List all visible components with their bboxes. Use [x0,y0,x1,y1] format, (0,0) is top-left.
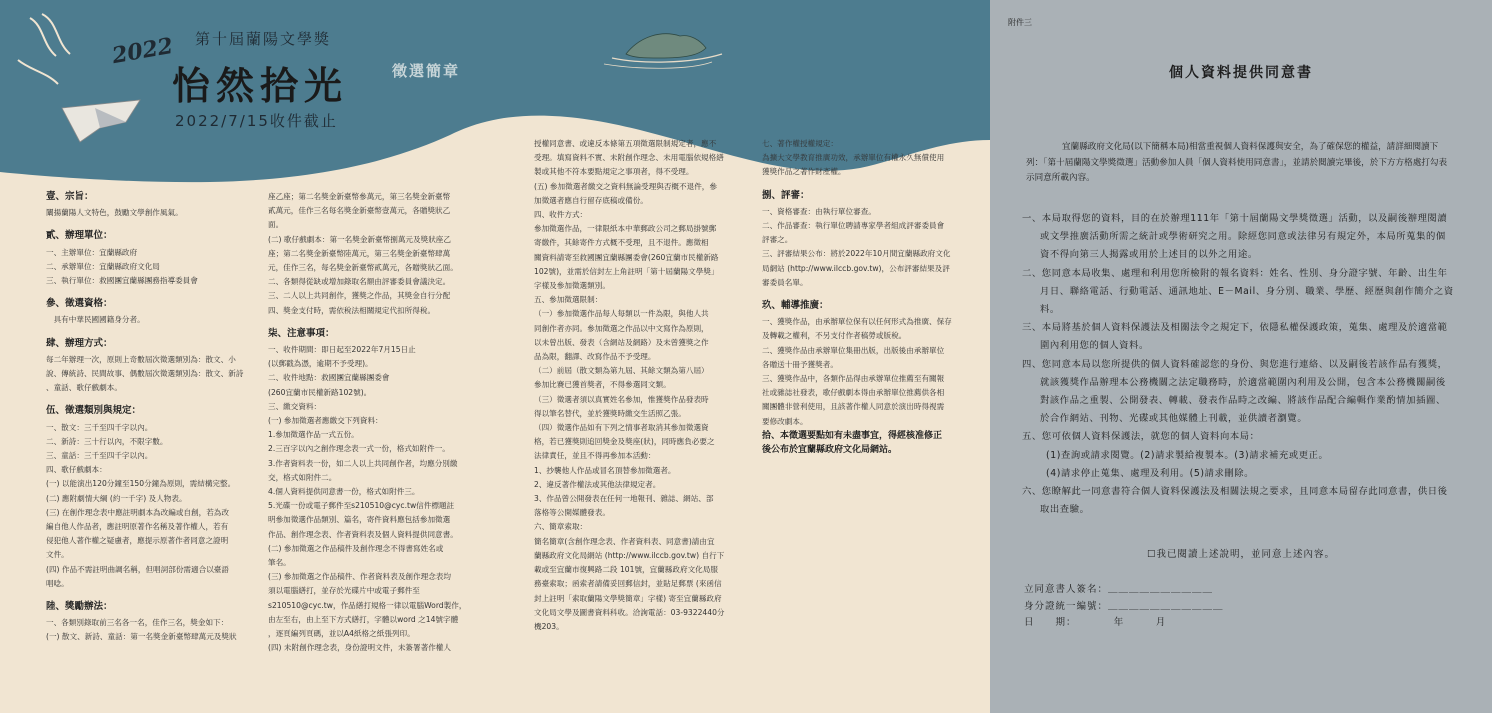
rule-line: 格，若已獲獎則追回獎金及獎座(狀)，同時應負必要之 [534,437,715,447]
rule-line: 1.參加徵選作品一式五份。 [268,430,359,440]
date-field[interactable]: 日 期： 年 月 [1024,617,1167,628]
rule-line: 4.個人資料提供同意書一份，格式如附件三。 [268,487,420,497]
rule-line: 由左至右，由上至下方式繕打，字體以word 之14號字體 [268,614,459,624]
rule-line: 二、承辦單位：宜蘭縣政府文化局 [46,261,160,271]
id-number-field[interactable]: 身分證統一編號：＿＿＿＿＿＿＿＿＿＿＿ [1024,600,1224,612]
rule-line: 元，佳作三名，每名獎金新臺幣貳萬元，各贈獎狀乙面。 [268,263,458,273]
rule-line: 須以電腦繕打，並存於光碟片中或電子郵件至 [268,586,420,596]
rule-line: 作品、創作理念表、作者資料表及個人資料提供同意書。 [268,529,458,539]
rule-line: (四) 作品不需註明曲調名稱，但唱詞部份需適合以臺語 [46,564,229,574]
rules-column-4 [762,137,974,457]
rule-line: 交，格式如附件二。 [268,472,337,482]
rules-column-2 [268,190,474,656]
rule-line: 關資料請寄至救國團宜蘭縣團委會(260宜蘭市民權新路 [534,252,719,262]
section-heading: 壹、宗旨： [46,191,94,202]
section-heading: 貳、辦理單位： [46,230,113,242]
rule-line: 載或至宜蘭市復興路二段 101號，宜蘭縣政府文化局服 [534,565,718,575]
rule-line: (1)查詢或請求閱覽。(2)請求製給複製本。(3)請求補充或更正。 [1046,449,1329,461]
rule-line: 寄繳件，其餘寄件方式概不受理，且不退件。應徵相 [534,238,709,248]
annex-label: 附件三 [1008,18,1032,27]
rule-line: 2.三百字以內之創作理念表一式一份，格式如附件一。 [268,444,450,454]
rule-line: 四、您同意本局以您所提供的個人資料確認您的身份、與您進行連絡、以及嗣後若該作品有獲獎，就該獲獎作品辦理本公務機關之法定職務時，於適當範圍內利用及公開，包含本公務機關嗣後對該作品之重製、公開發表、轉載、發表作品時之改編、將該作品配合編輯作業酌情加插圖、於合作網站、刊物、光碟或其他媒體上刊載，並供讀者瀏覽。 [1022,358,1448,425]
brief-label: 徵選簡章 [392,62,461,80]
rule-line: 製或其他不符本要點規定之事項者，得不受理。 [534,167,694,177]
award-year: 2022 [110,32,176,70]
rule-line: 獲獎作品之著作財產權。 [762,167,846,177]
rule-line: 具有中華民國國籍身分者。 [46,315,145,325]
rule-line: 落格等公開媒體發表。 [534,508,610,518]
rule-line: 為擴大文學教育推廣功效，承辦單位有權永久無償使用 [762,153,945,163]
rule-line: 四、收件方式： [534,210,588,220]
rule-line: 同創作者亦同。參加徵選之作品以中文寫作為原則， [534,323,709,333]
rule-line: (一) 散文、新詩、童話：第一名獎金新臺幣肆萬元及獎狀 [46,632,237,642]
rule-line: 一、散文：三千至四千字以內。 [46,422,153,432]
section-heading: 伍、徵選類別與規定： [46,405,142,417]
rule-line: 三、評審結果公布：將於2022年10月間宜蘭縣政府文化 [762,249,951,259]
rule-line: 拾、本徵選要點如有未盡事宜，得經核准修正 [762,430,943,441]
rule-line: (一) 參加徵選者應繳交下列資料： [268,416,383,426]
rule-line: 2、違反著作權法或其他法律規定者。 [534,479,661,489]
rule-line: 及轉載之權利，不另支付作者稿勞或版稅。 [762,331,907,341]
rule-line: 蘭縣政府文化局網站 (http://www.ilccb.gov.tw) 自行下 [534,550,725,560]
rule-line: (一) 以能演出120分鐘至150分鐘為原則，需結構完整。 [46,479,236,489]
rule-line: 編自他人作品者，應註明原著作名稱及著作權人，若有 [46,522,229,532]
rule-line: 二、獲獎作品由承辦單位集冊出版，出版後由承辦單位 [762,345,945,355]
rule-line: 闡揚蘭陽人文特色，鼓勵文學創作風氣。 [46,208,183,218]
rule-line: (4)請求停止蒐集、處理及利用。(5)請求刪除。 [1046,467,1255,479]
section-heading: 柒、注意事項： [268,327,335,339]
rule-line: 座乙座；第二名獎金新臺幣參萬元，第三名獎金新臺幣 [268,192,451,201]
rule-line: (以郵戳為憑，逾期不予受理)。 [268,359,373,369]
rule-line: 授權同意書、或違反本條第五項徵選限制規定者，應不 [534,139,717,148]
rule-line: 座；第二名獎金新臺幣陸萬元，第三名獎金新臺幣肆萬 [268,248,451,258]
rule-line: 三、本局將基於個人資料保護法及相關法令之規定下，依隱私權保護政策，蒐集、處理及於適當範圍內利用您的個人資料。 [1022,322,1448,352]
rule-line: 二、新詩：三十行以內，不限字數。 [46,436,168,446]
rule-line: 封上註明「索取蘭陽文學獎簡章」字樣) 寄至宜蘭縣政府 [534,593,722,603]
rule-line: (三) 參加徵選之作品稿件、作者資料表及創作理念表均 [268,572,451,582]
consent-title: 個人資料提供同意書 [1169,65,1313,81]
rule-line: 參加比賽已獲首獎者，不得參選同文類。 [534,380,671,390]
section-heading: 參、徵選資格： [46,298,113,310]
rule-line: 、童話、歌仔戲劇本。 [46,383,122,393]
section-heading: 肆、辦理方式： [46,337,113,349]
rule-line: 五、您可依個人資料保護法，就您的個人資料向本局： [1022,431,1260,443]
rule-line: 二、作品審查：執行單位聘請專家學者組成評審委員會 [762,221,945,231]
rule-line: 說、傳統詩、民間故事、偶數屆次徵選類別為：散文、新詩 [46,369,244,379]
rule-line: 以未曾出版、發表（含網站及網路）及未曾獲獎之作 [534,337,709,347]
rule-line: 六、您瞭解此一同意書符合個人資料保護法及相關法規之要求，且同意本局留存此同意書，供日後取出查驗。 [1022,486,1448,516]
rule-line: 面。 [268,220,284,230]
rule-line: 一、資格審查：由執行單位審查。 [762,206,876,216]
rule-line: 局網站 (http://www.ilccb.gov.tw)，公布評審結果及評 [762,263,950,273]
rule-line: 加徵選者應自行留存底稿或備份。 [534,195,648,205]
rule-line: 後公布於宜蘭縣政府文化局網站。 [762,445,898,456]
rule-line: 文化局文學及圖書資料科收。洽詢電話：03-9322440分 [534,607,725,617]
rule-line: 法律責任，並且不得再參加本活動： [534,451,656,461]
rule-line: 三、二人以上共同創作，獲獎之作品，其獎金自行分配 [268,291,451,301]
rule-line: 3、作品曾公開發表在任何一地報刊、雜誌、網站、部 [534,494,714,504]
rule-line: (五) 參加徵選者繳交之資料無論受理與否概不退件，參 [534,181,717,191]
consent-form-panel [990,0,1492,713]
rule-line: 三、童話：三千至四千字以內。 [46,451,153,461]
rule-line: 三、執行單位：救國團宜蘭縣團務指導委員會 [46,276,198,286]
rule-line: 評審之。 [762,235,793,245]
rule-line: 簡名簡章(含創作理念表、作者資料表、同意書)請由宜 [534,536,715,546]
consent-checkbox[interactable]: ☐我已閱讀上述說明，並同意上述內容。 [1146,549,1336,560]
rule-line: 貳萬元，佳作三名每名獎金新臺幣壹萬元，各贈獎狀乙 [268,206,451,216]
section-heading: 陸、獎勵辦法： [46,601,113,613]
rule-line: (二) 參加徵選之作品稿件及創作理念不得書寫姓名或 [268,543,444,553]
rules-column-3 [534,137,746,634]
rule-line: （二）前屆（散文類為第九屆、其餘文類為第八屆） [534,366,709,376]
rule-line: 102號)，並需於信封左上角註明「第十屆蘭陽文學獎」 [534,266,719,276]
consent-items [1022,210,1454,519]
rule-line: (二) 歌仔戲劇本：第一名獎金新臺幣捌萬元及獎狀座乙 [268,234,451,244]
rule-line: 參加徵選作品，一律限紙本中華郵政公司之郵局掛號郵 [534,224,717,234]
rule-line: 務臺索取；函索者請備妥回郵信封，並貼足郵票 (來函信 [534,579,722,589]
rule-line: 社或雜誌社發表，歌仔戲劇本得由承辦單位推薦供各相 [762,388,945,398]
rule-line: 一、本局取得您的資料，目的在於辦理111年「第十屆蘭陽文學獎徵選」活動，以及嗣後辦理閱讀或文學推廣活動所需之統計或學術研究之用。除經您同意或法律另有規定外，本局所蒐集的個資不得向第三人揭露或用於上述目的以外之用途。 [1022,213,1448,261]
rule-line: 唱唸。 [46,578,69,588]
rule-line: (260宜蘭市民權新路102號)。 [268,387,372,397]
rule-line: 各贈送十冊予獲獎者。 [762,359,838,369]
rule-line: s210510@cyc.tw，作品繕打規格一律以電腦Word製作， [268,600,467,610]
rule-line: 一、各類別錄取前三名各一名，佳作三名，獎金如下： [46,618,229,628]
rule-line: 五、參加徵選限制： [534,295,603,305]
rule-line: 三、獲獎作品中，各類作品得由承辦單位推薦至有關報 [762,374,945,384]
rule-line: ，逐頁編列頁碼，並以A4紙格之紙張列印。 [268,629,415,639]
rule-line: （一）參加徵選作品每人每類以一件為限，與他人共 [534,309,709,319]
rule-line: 審委員名單。 [762,277,808,287]
rule-line: 3.作者資料表一份，如二人以上共同創作者，均應分別繳 [268,458,458,468]
rule-line: 一、主辦單位：宜蘭縣政府 [46,247,138,257]
rule-line: 品為限，翻譯、改寫作品不予受理。 [534,352,656,362]
rule-line: 得以筆名替代，並於獲獎時繳交生活照乙張。 [534,408,686,418]
rule-line: 六、簡章索取： [534,522,588,532]
rule-line: 5.光碟一份或電子郵件至s210510@cyc.tw信件標題註 [268,501,455,511]
rule-line: 二、收件地點：救國團宜蘭縣團委會 [268,373,390,383]
rule-line: 四、歌仔戲劇本： [46,465,107,475]
rule-line: (二) 應附劇情大綱 (約一千字) 及人物表。 [46,493,187,503]
rule-line: 七、著作權授權規定： [762,139,838,148]
rule-line: 字樣及參加徵選類別。 [534,281,610,291]
rule-line: 機203。 [534,621,564,631]
deadline-text: 2022/7/15收件截止 [175,112,338,130]
rule-line: 二、各類得從缺或增加錄取名額由評審委員會議決定。 [268,277,451,287]
consent-intro: 宜蘭縣政府文化局(以下簡稱本局)相當重視個人資料保護與安全，為了確保您的權益，請詳細閱讀下列：「第十屆蘭陽文學獎徵選」活動參加人員「個人資料使用同意書」，並請於閱讀完畢後，於下方方格處打勾表示同意所載內容。 [1026,142,1448,183]
rule-line: 侵犯他人著作權之疑慮者，應提示原著作者同意之證明 [46,536,229,546]
rule-line: 一、獲獎作品，由承辦單位保有以任何形式為推廣、保存 [762,317,952,327]
award-subtitle: 第十屆蘭陽文學獎 [195,30,332,48]
rule-line: （三）徵選者須以真實姓名參加，惟獲獎作品發表時 [534,394,709,404]
rule-line: 關團體非營利使用，且該著作權人同意於演出時得視需 [762,402,945,412]
rule-line: 筆名。 [268,558,291,568]
section-heading: 玖、輔導推廣： [762,300,829,312]
rule-line: 要修改劇本。 [762,416,808,426]
signature-block [1024,582,1224,632]
rule-line: 四、獎金支付時，需依稅法相關規定代扣所得稅。 [268,305,436,315]
rule-line: 三、繳交資料： [268,401,322,411]
rule-line: 二、您同意本局收集、處理和利用您所檢附的報名資料：姓名、性別、身分證字號、年齡、出生年月日、聯絡電話、行動電話、通訊地址、E－Mail、身分別、職業、學歷、經歷與創作簡介之資料。 [1022,267,1454,316]
rules-column-1 [46,190,252,645]
rule-line: 文件。 [46,550,69,560]
award-title: 怡然拾光 [172,64,349,108]
rule-line: （四）徵選作品如有下列之情事者取消其參加徵選資 [534,423,709,433]
section-heading: 捌、評審： [762,189,810,201]
signer-name-field[interactable]: 立同意書人簽名：＿＿＿＿＿＿＿＿＿＿ [1024,584,1214,595]
rule-line: 明參加徵選作品類別、篇名，寄件資料應包括參加徵選 [268,515,451,525]
rule-line: (四) 未附創作理念表，身份證明文件，未簽署著作權人 [268,643,451,653]
rule-line: 一、收件期間：即日起至2022年7月15日止 [268,345,416,355]
rule-line: 1、抄襲他人作品或冒名頂替參加徵選者。 [534,465,676,475]
rule-line: (三) 在創作理念表中應註明劇本為改編或自創，若為改 [46,507,229,517]
rule-line: 受理。填寫資料不實、未附創作理念、未用電腦依規格繕 [534,153,724,163]
rule-line: 每二年辦理一次，原則上奇數屆次徵選類別為：散文、小 [46,354,236,364]
